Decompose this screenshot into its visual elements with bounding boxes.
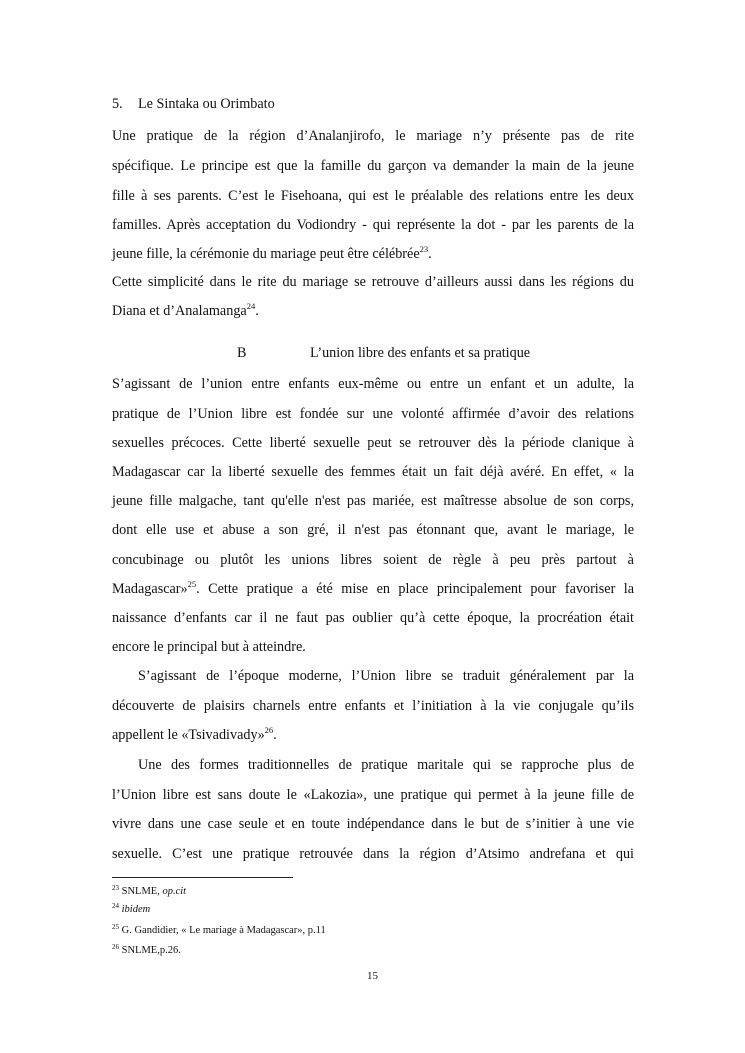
footnote: $^{26}$ SNLME,p.26. xyxy=(112,943,181,956)
paragraph-line: découverte de plaisirs charnels entre enfants et l’initiation à la vie conjugale qu’ils xyxy=(112,698,634,714)
footnote-separator xyxy=(112,877,293,878)
paragraph-line: S’agissant de l’époque moderne, l’Union libre se traduit généralement par la xyxy=(138,668,634,684)
page-number: 15 xyxy=(367,970,378,982)
section-letter: B xyxy=(237,345,247,361)
paragraph-line: encore le principal but à atteindre. xyxy=(112,639,306,655)
paragraph-line: sexuelles précoces. Cette liberté sexuelle peut se retrouver dès la période clanique à xyxy=(112,435,634,451)
paragraph-line: l’Union libre est sans doute le «Lakozia», une pratique qui permet à la jeune fille de xyxy=(112,787,634,803)
footnote: $^{24}$ ibidem xyxy=(112,902,151,915)
paragraph-line: familles. Après acceptation du Vodiondry - qui représente la dot - par les parents de la xyxy=(112,217,634,233)
paragraph-line: pratique de l’Union libre est fondée sur une volonté affirmée d’avoir des relations xyxy=(112,406,634,422)
paragraph-line: appellent le «Tsivadivady»$^{26}$. xyxy=(112,725,277,743)
footnote-ref: 25 xyxy=(187,579,197,589)
paragraph-line: Cette simplicité dans le rite du mariage se retrouve d’ailleurs aussi dans les régions du xyxy=(112,274,634,290)
footnote: $^{23}$ SNLME, op.cit xyxy=(112,884,187,897)
footnote: $^{25}$ G. Gandidier, « Le mariage à Madagascar», p.11 xyxy=(112,923,326,936)
paragraph-line: Madagascar car la liberté sexuelle des femmes était un fait déjà avéré. En effet, « la xyxy=(112,464,634,480)
paragraph-line: Diana et d’Analamanga$^{24}$. xyxy=(112,301,259,319)
footnote-ref: 24 xyxy=(246,301,256,311)
paragraph-line: naissance d’enfants car il ne faut pas oublier qu’à cette époque, la procréation était xyxy=(112,610,634,626)
section-title: Le Sintaka ou Orimbato xyxy=(138,96,275,112)
paragraph-line: sexuelle. C’est une pratique retrouvée dans la région d’Atsimo andrefana et qui xyxy=(112,846,634,862)
section-number: 5. xyxy=(112,96,123,112)
footnote-ref: 26 xyxy=(264,725,274,735)
paragraph-line: spécifique. Le principe est que la famille du garçon va demander la main de la jeune xyxy=(112,158,634,174)
paragraph-line: concubinage ou plutôt les unions libres soient de règle à peu près partout à xyxy=(112,552,634,568)
paragraph-line: Une pratique de la région d’Analanjirofo, le mariage n’y présente pas de rite xyxy=(112,128,634,144)
paragraph-line: Madagascar»$^{25}$. Cette pratique a été mise en place principalement pour favoriser la xyxy=(112,579,634,597)
section-title: L’union libre des enfants et sa pratique xyxy=(310,345,531,361)
paragraph-line: jeune fille malgache, tant qu'elle n'est pas mariée, est maîtresse absolue de son corps, xyxy=(112,493,634,509)
paragraph-line: vivre dans une case seule et en toute indépendance dans le but de s’initier à une vie xyxy=(112,816,634,832)
paragraph-line: jeune fille, la cérémonie du mariage peut être célébrée$^{23}$. xyxy=(112,244,432,262)
paragraph-line: dont elle use et abuse a son gré, il n'est pas étonnant que, avant le mariage, le xyxy=(112,522,634,538)
footnote-ref: 23 xyxy=(419,244,429,254)
paragraph-line: fille à ses parents. C’est le Fisehoana, qui est le préalable des relations entre les deux xyxy=(112,188,634,204)
paragraph-line: S’agissant de l’union entre enfants eux-même ou entre un enfant et un adulte, la xyxy=(112,376,634,392)
paragraph-line: Une des formes traditionnelles de pratique maritale qui se rapproche plus de xyxy=(138,757,634,773)
